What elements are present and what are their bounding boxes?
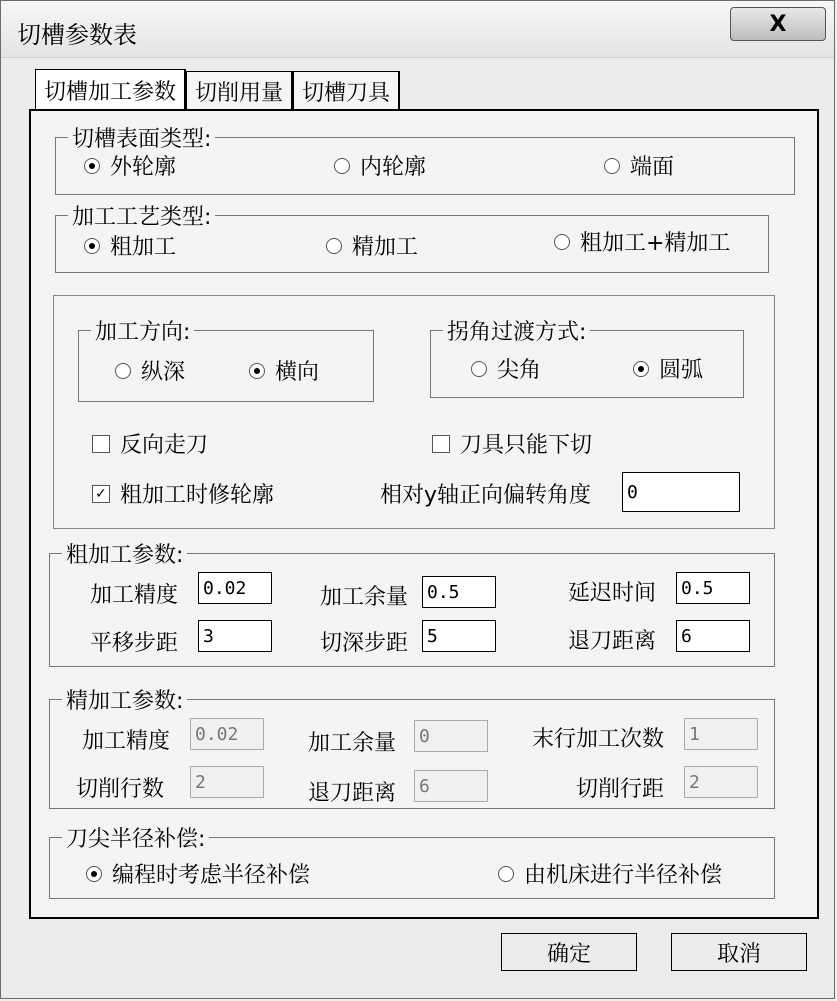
finish-rows-label: 切削行数: [76, 777, 165, 802]
rough-retract-input[interactable]: 6: [676, 620, 750, 652]
direction-group: [78, 320, 374, 402]
radio-indicator: [334, 158, 350, 174]
radio-label: 横向: [275, 360, 320, 385]
radio-label: 端面: [630, 155, 675, 180]
close-button[interactable]: [730, 7, 826, 41]
rough-params-title: 粗加工参数:: [62, 538, 187, 569]
radio-indicator: [84, 238, 100, 254]
finish-last-pass-label: 末行加工次数: [532, 727, 665, 752]
radio-rough-finish[interactable]: [554, 226, 730, 257]
options-box: [53, 295, 775, 529]
checkbox-indicator: [92, 435, 110, 453]
radio-end-face[interactable]: [604, 150, 674, 181]
radio-machine-compensation[interactable]: [498, 858, 722, 889]
rough-allowance-input[interactable]: 0.5: [422, 576, 496, 608]
radio-transverse[interactable]: [249, 355, 319, 386]
checkbox-indicator: [432, 435, 450, 453]
rough-precision-label: 加工精度: [90, 583, 179, 608]
finish-allowance-input[interactable]: 0: [414, 720, 488, 752]
rough-precision-input[interactable]: 0.02: [198, 572, 272, 604]
radio-label: 外轮廓: [110, 155, 177, 180]
finish-precision-label: 加工精度: [82, 729, 171, 754]
finish-retract-input[interactable]: 6: [414, 770, 488, 802]
radio-longitudinal[interactable]: [115, 355, 185, 386]
rough-modify-checkbox[interactable]: [92, 478, 274, 509]
close-icon: X: [769, 11, 787, 37]
finish-row-gap-label: 切削行距: [576, 777, 665, 802]
radio-finish[interactable]: [326, 230, 418, 261]
radio-indicator: [604, 158, 620, 174]
rough-delay-input[interactable]: 0.5: [676, 572, 750, 604]
rough-allowance-label: 加工余量: [320, 585, 409, 610]
tab-groove-tool[interactable]: 切槽刀具: [293, 71, 400, 111]
title-bar: [1, 1, 834, 58]
tool-radius-group: [49, 827, 775, 899]
check-icon: ✓: [92, 485, 110, 503]
checkbox-label: 反向走刀: [120, 433, 209, 458]
radio-label: 尖角: [497, 358, 542, 383]
radio-indicator: [498, 866, 514, 882]
radio-program-compensation[interactable]: [86, 858, 310, 889]
tab-cutting-amount[interactable]: 切削用量: [186, 71, 293, 111]
finish-last-pass-input[interactable]: 1: [684, 718, 758, 750]
finish-params-group: [49, 689, 775, 809]
radio-indicator: [471, 361, 487, 377]
rough-step-input[interactable]: 3: [198, 620, 272, 652]
tab-strip: [35, 71, 400, 111]
rough-depth-label: 切深步距: [320, 631, 409, 656]
radio-outer-contour[interactable]: [84, 150, 176, 181]
radio-indicator: [115, 363, 131, 379]
radio-indicator: [633, 361, 649, 377]
process-type-title: 加工工艺类型:: [68, 200, 215, 231]
groove-surface-title: 切槽表面类型:: [68, 122, 215, 153]
radio-indicator: [86, 866, 102, 882]
corner-group: [430, 320, 744, 398]
radio-label: 粗加工+精加工: [580, 231, 731, 256]
radio-label: 纵深: [141, 360, 186, 385]
radio-label: 精加工: [352, 235, 419, 260]
finish-row-gap-input[interactable]: 2: [684, 766, 758, 798]
radio-label: 由机床进行半径补偿: [524, 863, 723, 888]
direction-title: 加工方向:: [91, 315, 194, 346]
rough-retract-label: 退刀距离: [568, 629, 657, 654]
radio-label: 编程时考虑半径补偿: [112, 863, 311, 888]
radio-arc-corner[interactable]: [633, 353, 703, 384]
tab-groove-params[interactable]: 切槽加工参数: [35, 69, 186, 111]
tool-radius-title: 刀尖半径补偿:: [62, 822, 209, 853]
finish-allowance-label: 加工余量: [308, 731, 397, 756]
radio-indicator: [249, 363, 265, 379]
angle-input[interactable]: 0: [622, 472, 740, 512]
radio-inner-contour[interactable]: [334, 150, 426, 181]
process-type-group: [55, 205, 769, 273]
finish-rows-input[interactable]: 2: [190, 766, 264, 798]
angle-label: 相对y轴正向偏转角度: [380, 483, 592, 508]
groove-surface-group: [55, 127, 795, 195]
finish-retract-label: 退刀距离: [308, 781, 397, 806]
radio-label: 圆弧: [659, 358, 704, 383]
finish-params-title: 精加工参数:: [62, 684, 187, 715]
finish-precision-input[interactable]: 0.02: [190, 718, 264, 750]
reverse-checkbox[interactable]: [92, 428, 208, 459]
rough-delay-label: 延迟时间: [568, 581, 657, 606]
radio-label: 内轮廓: [360, 155, 427, 180]
checkbox-label: 刀具只能下切: [460, 433, 593, 458]
radio-label: 粗加工: [110, 235, 177, 260]
corner-title: 拐角过渡方式:: [443, 315, 590, 346]
rough-step-label: 平移步距: [90, 631, 179, 656]
radio-indicator: [554, 234, 570, 250]
checkbox-label: 粗加工时修轮廓: [120, 483, 275, 508]
cancel-button[interactable]: 取消: [671, 933, 807, 971]
radio-indicator: [326, 238, 342, 254]
tab-panel: [29, 109, 819, 919]
tool-down-only-checkbox[interactable]: [432, 428, 592, 459]
rough-params-group: [49, 543, 775, 667]
radio-indicator: [84, 158, 100, 174]
ok-button[interactable]: 确定: [501, 933, 637, 971]
radio-rough[interactable]: [84, 230, 176, 261]
rough-depth-input[interactable]: 5: [422, 620, 496, 652]
window-title: 切槽参数表: [17, 21, 137, 49]
radio-sharp-corner[interactable]: [471, 353, 541, 384]
